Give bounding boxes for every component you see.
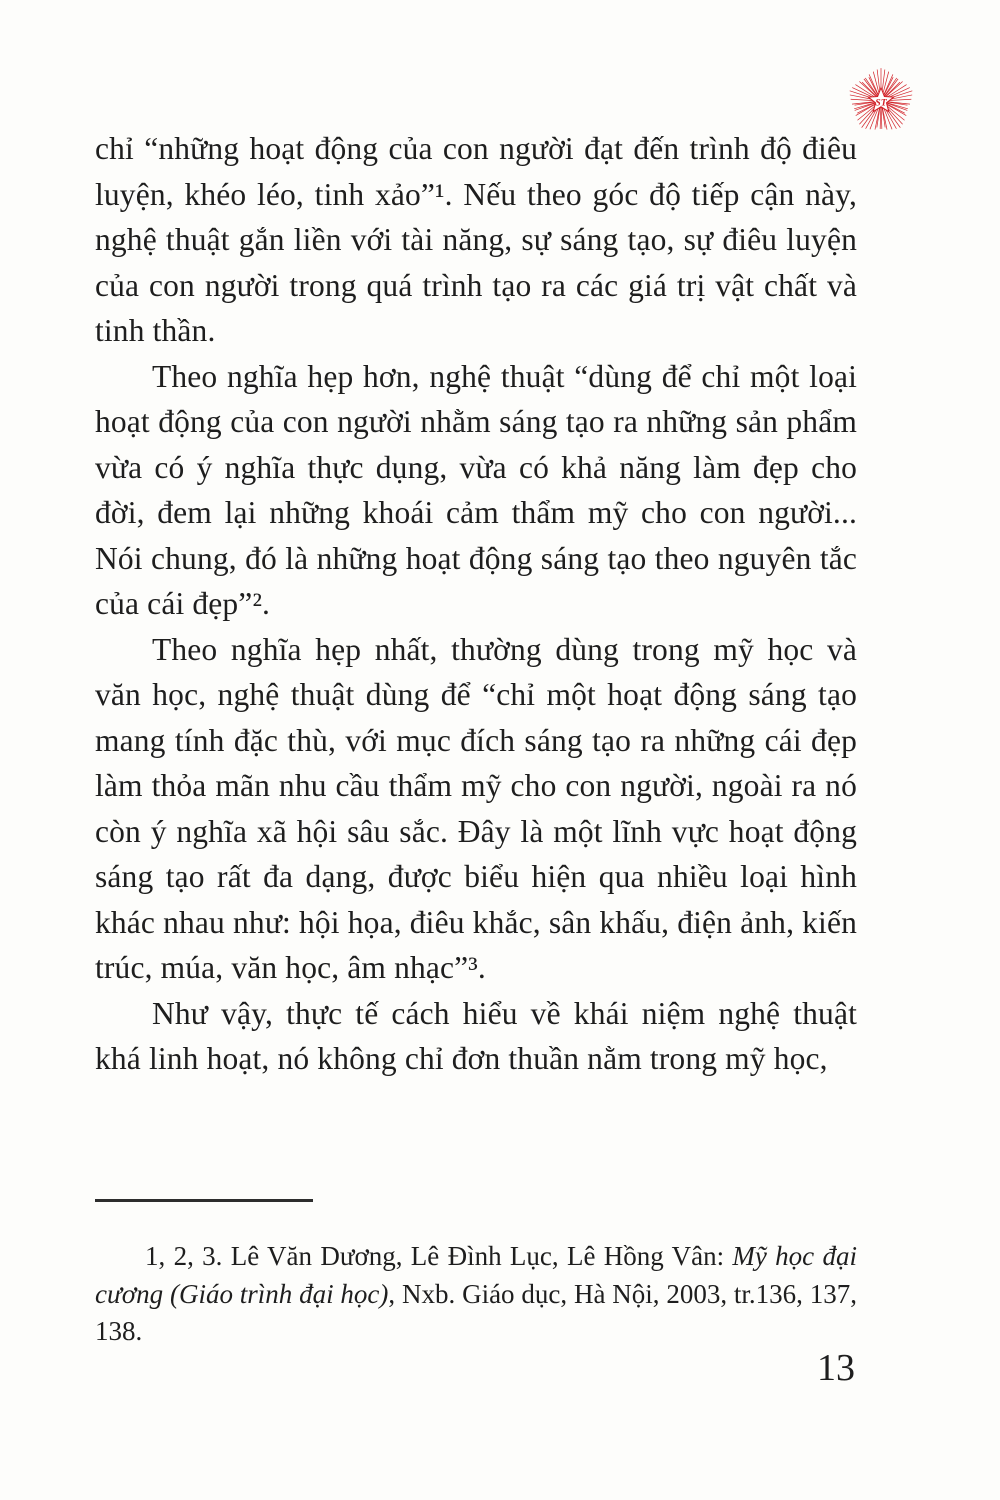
- page-number: 13: [817, 1347, 855, 1389]
- footnote-authors: 1, 2, 3. Lê Văn Dương, Lê Đình Lục, Lê Hồng Vân:: [145, 1241, 733, 1271]
- paragraph-3: Theo nghĩa hẹp nhất, thường dùng trong mỹ học và văn học, nghệ thuật dùng để “chỉ một hoạt động sáng tạo mang tính đặc thù, với mục đích sáng tạo ra những cái đẹp làm thỏa mãn nhu cầu thẩm mỹ cho con người, ngoài ra nó còn ý nghĩa xã hội sâu sắc. Đây là một lĩnh vực hoạt động sáng tạo rất đa dạng, được biểu hiện qua nhiều loại hình khác nhau như: hội họa, điêu khắc, sân khấu, điện ảnh, kiến trúc, múa, văn học, âm nhạc”³.: [95, 631, 857, 985]
- paragraph-2: Theo nghĩa hẹp hơn, nghệ thuật “dùng để chỉ một loại hoạt động của con người nhằm sáng tạo ra những sản phẩm vừa có ý nghĩa thực dụng, vừa có khả năng làm đẹp cho đời, đem lại những khoái cảm thẩm mỹ cho con người... Nói chung, đó là những hoạt động sáng tạo theo nguyên tắc của cái đẹp”².: [95, 358, 857, 621]
- footnote-divider: [95, 1199, 313, 1202]
- footnote-publication-info: , Nxb. Giáo dục, Hà Nội, 2003, tr.136, 137, 138.: [95, 1278, 857, 1346]
- footnote: [95, 1238, 857, 1351]
- logo-monogram: ST: [875, 97, 887, 109]
- paragraph-1: chỉ “những hoạt động của con người đạt đến trình độ điêu luyện, khéo léo, tinh xảo”¹. Nếu theo góc độ tiếp cận này, nghệ thuật gắn liền với tài năng, sự sáng tạo, sự điêu luyện của con người trong quá trình tạo ra các giá trị vật chất và tinh thần.: [95, 131, 857, 348]
- body-text-block: [95, 126, 857, 1082]
- footnote-book-title: Mỹ học đại cương (Giáo trình đại học): [95, 1241, 857, 1309]
- paragraph-4: Như vậy, thực tế cách hiểu về khái niệm nghệ thuật khá linh hoạt, nó không chỉ đơn thuần nằm trong mỹ học,: [95, 995, 857, 1076]
